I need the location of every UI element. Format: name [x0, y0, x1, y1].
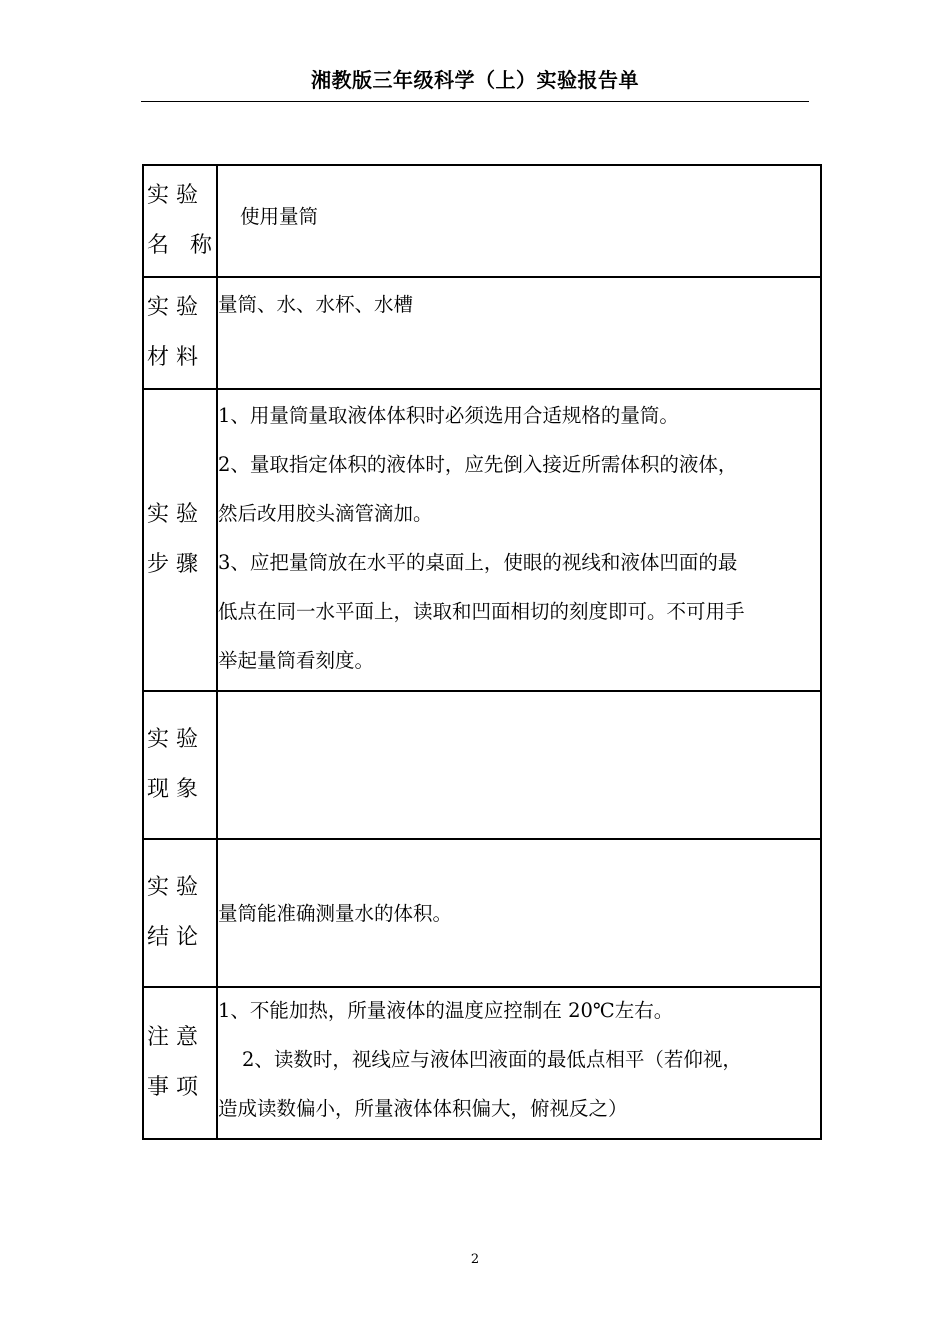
label-line: 实 验: [147, 502, 198, 527]
label-line: 实 验: [147, 875, 198, 900]
step-line: 举起量筒看刻度。: [218, 649, 375, 672]
label-line: 实 验: [147, 295, 198, 320]
note-line: 1、不能加热，所量液体的温度应控制在 20℃左右。: [218, 999, 674, 1022]
materials-text: 量筒、水、水杯、水槽: [218, 293, 414, 316]
label-line: 名 称: [147, 233, 212, 258]
label-materials: [143, 277, 217, 389]
step-line: 然后改用胶头滴管滴加。: [218, 502, 433, 525]
row-materials: [143, 277, 821, 389]
experiment-report-table: [142, 164, 822, 1140]
label-line: 事 项: [147, 1075, 198, 1100]
row-phenomenon: [143, 691, 821, 839]
note-line: 造成读数偏小，所量液体体积偏大，俯视反之）: [218, 1097, 628, 1120]
step-line: 2、量取指定体积的液体时，应先倒入接近所需体积的液体，: [218, 453, 738, 476]
steps-value: [217, 389, 821, 691]
experiment-name-value: [217, 165, 821, 277]
materials-value: [217, 277, 821, 389]
label-line: 结 论: [147, 925, 198, 950]
document-title: 湘教版三年级科学（上）实验报告单: [311, 68, 639, 92]
label-phenomenon: [143, 691, 217, 839]
conclusion-value: [217, 839, 821, 987]
experiment-name-text: 使用量筒: [240, 204, 319, 228]
label-conclusion: [143, 839, 217, 987]
row-experiment-name: [143, 165, 821, 277]
row-steps: [143, 389, 821, 691]
step-line: 1、用量筒量取液体体积时必须选用合适规格的量筒。: [218, 404, 679, 427]
notes-value: [217, 987, 821, 1139]
label-line: 现 象: [147, 777, 198, 802]
label-line: 注 意: [147, 1025, 198, 1050]
label-experiment-name: [143, 165, 217, 277]
header-divider: [141, 101, 809, 102]
row-notes: [143, 987, 821, 1139]
phenomenon-value: [217, 691, 821, 839]
label-line: 材 料: [147, 345, 198, 370]
conclusion-text: 量筒能准确测量水的体积。: [218, 901, 453, 925]
label-line: 步 骤: [147, 552, 198, 577]
label-steps: [143, 389, 217, 691]
step-line: 3、应把量筒放在水平的桌面上，使眼的视线和液体凹面的最: [218, 551, 738, 574]
label-line: 实 验: [147, 183, 198, 208]
row-conclusion: [143, 839, 821, 987]
step-line: 低点在同一水平面上，读取和凹面相切的刻度即可。不可用手: [218, 600, 745, 623]
note-line: 2、读数时，视线应与液体凹液面的最低点相平（若仰视，: [242, 1048, 742, 1071]
page-number: 2: [470, 1252, 480, 1267]
label-notes: [143, 987, 217, 1139]
label-line: 实 验: [147, 727, 198, 752]
